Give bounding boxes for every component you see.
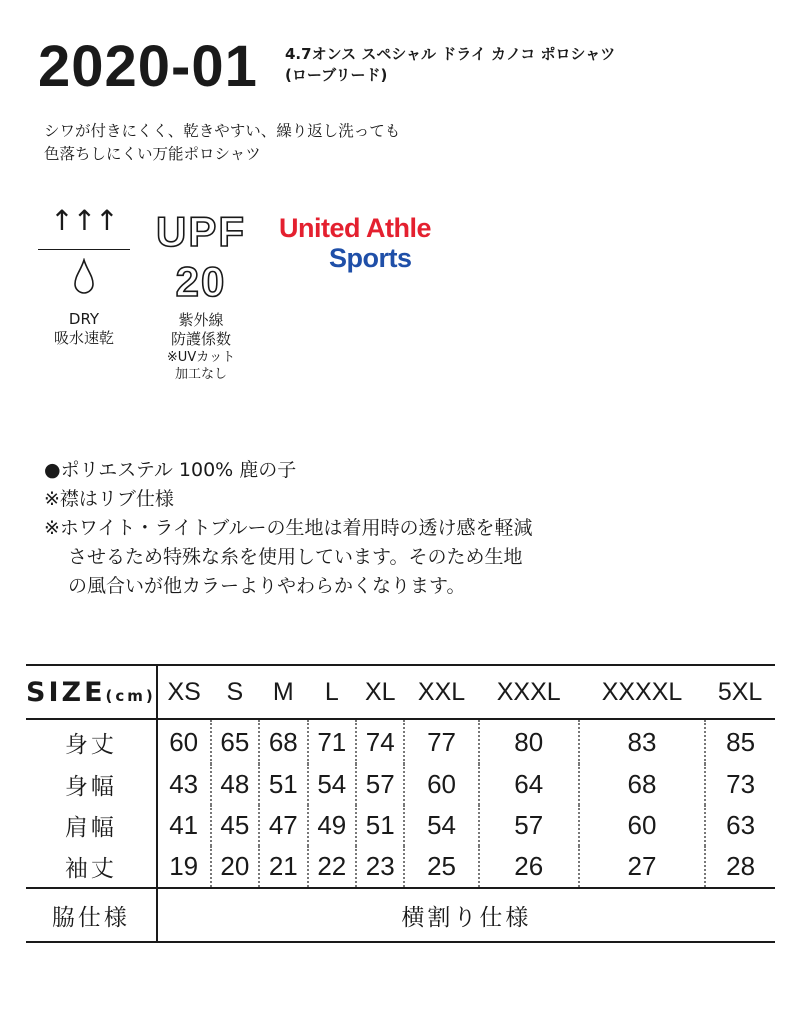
upf-note1: ※UVカット — [166, 350, 236, 365]
size-header-label — [26, 665, 157, 719]
size-table — [26, 664, 775, 943]
tagline-line1: シワが付きにくく、乾きやすい、繰り返し洗っても — [44, 122, 401, 140]
table-cell: 80 — [479, 719, 579, 764]
table-cell: 48 — [211, 764, 259, 805]
upf-note2: 加工なし — [174, 367, 227, 382]
table-cell: 41 — [169, 810, 199, 840]
size-xxxl: XXXL — [479, 665, 579, 719]
dry-sublabel: 吸水速乾 — [53, 329, 114, 347]
model-number: 2020-01 — [38, 34, 258, 99]
water-drop-icon — [38, 258, 130, 300]
spec-note-line3: の風合いが他カラーよりやわらかくなります。 — [68, 575, 466, 597]
table-cell: 21 — [259, 846, 307, 888]
table-cell: 60 — [579, 805, 705, 846]
row-label: 身丈 — [26, 719, 157, 764]
table-cell: 60 — [169, 726, 199, 757]
table-cell: 27 — [579, 846, 705, 888]
product-name-line2: (ローブリード) — [285, 66, 388, 84]
brand-logo-line1: United Athle — [279, 213, 431, 243]
brand-logo-line2: Sports — [329, 243, 412, 273]
size-s: S — [211, 665, 259, 719]
table-cell: 49 — [308, 805, 356, 846]
size-xl: XL — [356, 665, 404, 719]
table-cell: 63 — [705, 805, 775, 846]
dry-label: DRY — [68, 310, 100, 328]
table-cell: 68 — [259, 719, 307, 764]
size-label: SIZE — [26, 676, 106, 708]
upf-badge-top: UPF — [156, 208, 246, 255]
dry-feature — [38, 205, 130, 348]
table-cell: 77 — [404, 719, 478, 764]
product-tagline — [44, 120, 400, 166]
spec-collar: ※襟はリブ仕様 — [44, 488, 174, 510]
spec-material: ●ポリエステル 100% 鹿の子 — [44, 459, 297, 481]
size-5xl: 5XL — [705, 665, 775, 719]
table-cell: 22 — [308, 846, 356, 888]
divider-line — [38, 249, 130, 250]
size-xxxxl: XXXXL — [579, 665, 705, 719]
side-seam-value: 横割り仕様 — [157, 888, 775, 942]
row-label: 身幅 — [26, 764, 157, 805]
table-cell: 65 — [211, 719, 259, 764]
table-cell: 28 — [705, 846, 775, 888]
row-label: 肩幅 — [26, 805, 157, 846]
size-m: M — [259, 665, 307, 719]
table-cell: 71 — [308, 719, 356, 764]
size-l: L — [308, 665, 356, 719]
table-cell: 26 — [479, 846, 579, 888]
upf-label: 紫外線 — [178, 311, 224, 329]
table-cell: 20 — [211, 846, 259, 888]
size-header-row — [26, 665, 775, 719]
upf-badge-value: 20 — [175, 258, 227, 304]
table-cell: 43 — [169, 769, 199, 799]
table-cell: 23 — [356, 846, 404, 888]
table-cell: 19 — [169, 851, 199, 881]
tagline-line2: 色落ちしにくい万能ポロシャツ — [44, 145, 261, 163]
upf-feature — [146, 204, 256, 383]
table-cell: 60 — [404, 764, 478, 805]
table-row-length — [26, 719, 775, 764]
size-xxl: XXL — [404, 665, 478, 719]
table-cell: 73 — [705, 764, 775, 805]
table-cell: 74 — [356, 719, 404, 764]
table-cell: 57 — [479, 805, 579, 846]
table-cell: 54 — [308, 764, 356, 805]
table-cell: 64 — [479, 764, 579, 805]
size-xs: XS — [157, 665, 211, 719]
table-cell: 68 — [579, 764, 705, 805]
dry-arrows: ↑↑↑ — [50, 204, 118, 237]
side-seam-label: 脇仕様 — [26, 888, 157, 942]
table-cell: 45 — [211, 805, 259, 846]
table-cell: 51 — [259, 764, 307, 805]
spec-notes — [44, 456, 532, 601]
upf-sublabel: 防護係数 — [170, 330, 231, 348]
side-seam-row — [26, 888, 775, 942]
row-label: 袖丈 — [26, 846, 157, 888]
upf-badge-icon — [146, 204, 256, 304]
table-cell: 54 — [404, 805, 478, 846]
unit-label: (cm) — [105, 686, 156, 705]
table-cell: 51 — [356, 805, 404, 846]
product-name-line1: 4.7オンス スペシャル ドライ カノコ ポロシャツ — [285, 45, 616, 63]
table-cell: 47 — [259, 805, 307, 846]
table-cell: 83 — [579, 719, 705, 764]
spec-note-line1: ※ホワイト・ライトブルーの生地は着用時の透け感を軽減 — [44, 517, 533, 539]
product-name — [285, 44, 615, 86]
table-row-shoulder — [26, 805, 775, 846]
table-cell: 25 — [404, 846, 478, 888]
table-row-sleeve — [26, 846, 775, 888]
spec-note-line2: させるため特殊な糸を使用しています。そのため生地 — [68, 546, 523, 568]
table-row-width — [26, 764, 775, 805]
table-cell: 85 — [705, 719, 775, 764]
table-cell: 57 — [356, 764, 404, 805]
